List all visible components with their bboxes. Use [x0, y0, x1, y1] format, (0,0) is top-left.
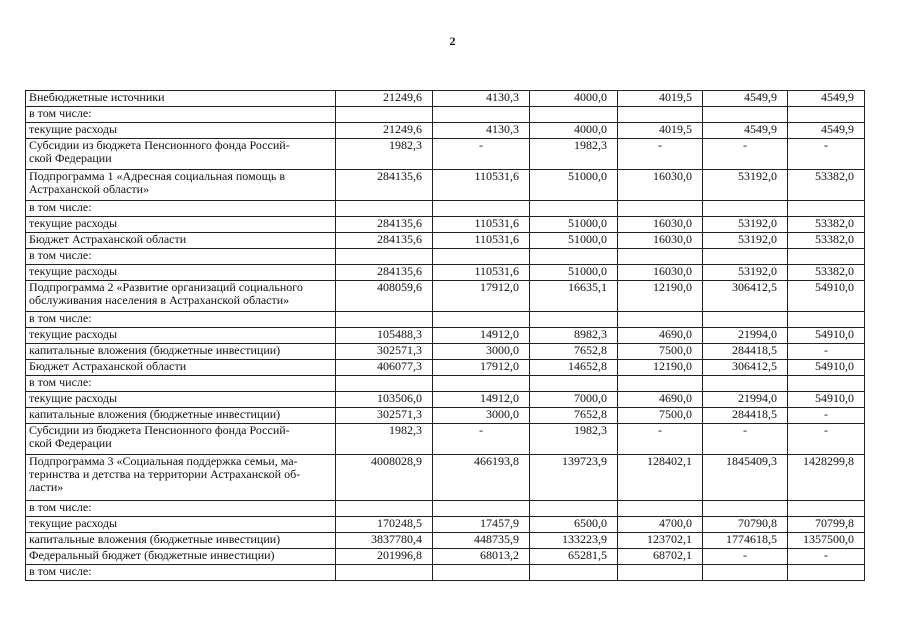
row-label: Подпрограмма 2 «Развитие организаций социального обслуживания населения в Астраханской области» — [26, 281, 336, 312]
table-row — [26, 123, 865, 139]
row-label: в том числе: — [26, 107, 336, 123]
value-cell: 53382,0 — [788, 233, 865, 249]
value-cell: 51000,0 — [530, 265, 618, 281]
budget-table — [25, 90, 865, 581]
value-cell: 4000,0 — [530, 123, 618, 139]
value-cell — [433, 565, 530, 581]
value-cell: 12190,0 — [618, 360, 703, 376]
value-cell: - — [433, 139, 530, 170]
row-label: в том числе: — [26, 201, 336, 217]
row-label: капитальные вложения (бюджетные инвестиции) — [26, 344, 336, 360]
value-cell: 54910,0 — [788, 281, 865, 312]
value-cell: 54910,0 — [788, 360, 865, 376]
table-row — [26, 91, 865, 107]
row-label: в том числе: — [26, 249, 336, 265]
value-cell — [618, 376, 703, 392]
table-row — [26, 517, 865, 533]
row-label: в том числе: — [26, 565, 336, 581]
value-cell: 1428299,8 — [788, 455, 865, 501]
value-cell: 201996,8 — [336, 549, 433, 565]
value-cell: 466193,8 — [433, 455, 530, 501]
value-cell: 110531,6 — [433, 265, 530, 281]
value-cell: 284418,5 — [703, 344, 788, 360]
value-cell: 1982,3 — [336, 139, 433, 170]
value-cell — [336, 201, 433, 217]
value-cell — [703, 501, 788, 517]
table-row — [26, 455, 865, 501]
value-cell: 54910,0 — [788, 392, 865, 408]
value-cell — [433, 376, 530, 392]
value-cell — [336, 249, 433, 265]
row-label: текущие расходы — [26, 392, 336, 408]
value-cell: 123702,1 — [618, 533, 703, 549]
value-cell: 7500,0 — [618, 344, 703, 360]
table-row — [26, 376, 865, 392]
value-cell: 3000,0 — [433, 344, 530, 360]
value-cell: 3837780,4 — [336, 533, 433, 549]
value-cell: 4690,0 — [618, 328, 703, 344]
value-cell: 21994,0 — [703, 328, 788, 344]
row-label: Бюджет Астраханской области — [26, 360, 336, 376]
value-cell: 1982,3 — [336, 424, 433, 455]
value-cell: 4130,3 — [433, 91, 530, 107]
table-row — [26, 549, 865, 565]
value-cell: 3000,0 — [433, 408, 530, 424]
value-cell — [703, 312, 788, 328]
row-label: Подпрограмма 1 «Адресная социальная помощь в Астраханской области» — [26, 170, 336, 201]
value-cell: 12190,0 — [618, 281, 703, 312]
value-cell: - — [788, 408, 865, 424]
value-cell — [530, 565, 618, 581]
table-row — [26, 565, 865, 581]
value-cell — [530, 312, 618, 328]
row-label: капитальные вложения (бюджетные инвестиции) — [26, 408, 336, 424]
value-cell: 4690,0 — [618, 392, 703, 408]
value-cell: 4019,5 — [618, 123, 703, 139]
value-cell: 306412,5 — [703, 360, 788, 376]
value-cell: - — [788, 344, 865, 360]
value-cell — [618, 312, 703, 328]
value-cell — [433, 201, 530, 217]
value-cell: 65281,5 — [530, 549, 618, 565]
value-cell — [336, 565, 433, 581]
value-cell: 21249,6 — [336, 91, 433, 107]
value-cell: 4700,0 — [618, 517, 703, 533]
value-cell — [703, 107, 788, 123]
table-row — [26, 501, 865, 517]
row-label: Бюджет Астраханской области — [26, 233, 336, 249]
value-cell: 128402,1 — [618, 455, 703, 501]
value-cell: 408059,6 — [336, 281, 433, 312]
value-cell: 14912,0 — [433, 392, 530, 408]
value-cell: - — [788, 424, 865, 455]
table-row — [26, 424, 865, 455]
value-cell: 21249,6 — [336, 123, 433, 139]
value-cell: 4549,9 — [788, 123, 865, 139]
page-number: 2 — [449, 34, 456, 48]
row-label: в том числе: — [26, 376, 336, 392]
value-cell: 284135,6 — [336, 265, 433, 281]
value-cell: 1982,3 — [530, 424, 618, 455]
value-cell — [618, 249, 703, 265]
table-row — [26, 344, 865, 360]
value-cell: 103506,0 — [336, 392, 433, 408]
table-row — [26, 170, 865, 201]
value-cell: 1982,3 — [530, 139, 618, 170]
value-cell: 7652,8 — [530, 344, 618, 360]
table-row — [26, 408, 865, 424]
value-cell: 284418,5 — [703, 408, 788, 424]
value-cell — [788, 501, 865, 517]
value-cell: 7500,0 — [618, 408, 703, 424]
value-cell — [336, 376, 433, 392]
value-cell: 16030,0 — [618, 233, 703, 249]
value-cell: 70790,8 — [703, 517, 788, 533]
value-cell: - — [788, 549, 865, 565]
value-cell: 406077,3 — [336, 360, 433, 376]
value-cell — [788, 201, 865, 217]
row-label: Внебюджетные источники — [26, 91, 336, 107]
value-cell: 17912,0 — [433, 281, 530, 312]
value-cell: 53192,0 — [703, 265, 788, 281]
value-cell: 110531,6 — [433, 217, 530, 233]
value-cell — [530, 501, 618, 517]
value-cell: 14912,0 — [433, 328, 530, 344]
value-cell: - — [703, 424, 788, 455]
value-cell: 448735,9 — [433, 533, 530, 549]
value-cell — [788, 376, 865, 392]
value-cell: 68013,2 — [433, 549, 530, 565]
value-cell: 51000,0 — [530, 217, 618, 233]
value-cell — [530, 376, 618, 392]
value-cell: 16030,0 — [618, 217, 703, 233]
value-cell: 302571,3 — [336, 408, 433, 424]
value-cell — [703, 376, 788, 392]
value-cell: 21994,0 — [703, 392, 788, 408]
value-cell — [788, 312, 865, 328]
table-row — [26, 201, 865, 217]
table-row — [26, 217, 865, 233]
value-cell: 53382,0 — [788, 217, 865, 233]
value-cell: 6500,0 — [530, 517, 618, 533]
value-cell: 306412,5 — [703, 281, 788, 312]
value-cell — [433, 312, 530, 328]
row-label: Субсидии из бюджета Пенсионного фонда Россий- ской Федерации — [26, 139, 336, 170]
value-cell — [788, 107, 865, 123]
row-label: Федеральный бюджет (бюджетные инвестиции) — [26, 549, 336, 565]
value-cell — [336, 501, 433, 517]
table-row — [26, 281, 865, 312]
value-cell: 17912,0 — [433, 360, 530, 376]
row-label: капитальные вложения (бюджетные инвестиции) — [26, 533, 336, 549]
table-row — [26, 265, 865, 281]
value-cell — [433, 107, 530, 123]
value-cell — [618, 107, 703, 123]
value-cell: 4130,3 — [433, 123, 530, 139]
value-cell: - — [788, 139, 865, 170]
table-row — [26, 533, 865, 549]
value-cell: 284135,6 — [336, 217, 433, 233]
value-cell: 105488,3 — [336, 328, 433, 344]
value-cell: 54910,0 — [788, 328, 865, 344]
value-cell: 51000,0 — [530, 170, 618, 201]
value-cell: 1774618,5 — [703, 533, 788, 549]
value-cell: 1357500,0 — [788, 533, 865, 549]
value-cell — [788, 249, 865, 265]
value-cell: 8982,3 — [530, 328, 618, 344]
value-cell: 16030,0 — [618, 170, 703, 201]
value-cell: 53192,0 — [703, 217, 788, 233]
value-cell — [618, 201, 703, 217]
value-cell — [433, 501, 530, 517]
table-row — [26, 392, 865, 408]
value-cell — [530, 249, 618, 265]
value-cell: 53382,0 — [788, 170, 865, 201]
value-cell — [530, 107, 618, 123]
value-cell: 14652,8 — [530, 360, 618, 376]
value-cell: 53382,0 — [788, 265, 865, 281]
value-cell — [703, 249, 788, 265]
value-cell: 4549,9 — [788, 91, 865, 107]
value-cell: 110531,6 — [433, 170, 530, 201]
table-row — [26, 107, 865, 123]
row-label: текущие расходы — [26, 517, 336, 533]
value-cell — [703, 565, 788, 581]
value-cell: - — [433, 424, 530, 455]
value-cell: 133223,9 — [530, 533, 618, 549]
value-cell: 4019,5 — [618, 91, 703, 107]
value-cell: - — [703, 139, 788, 170]
value-cell: 53192,0 — [703, 233, 788, 249]
value-cell: 51000,0 — [530, 233, 618, 249]
row-label: Субсидии из бюджета Пенсионного фонда Россий- ской Федерации — [26, 424, 336, 455]
value-cell — [530, 201, 618, 217]
value-cell: - — [618, 424, 703, 455]
value-cell: 17457,9 — [433, 517, 530, 533]
table-row — [26, 233, 865, 249]
value-cell: 7000,0 — [530, 392, 618, 408]
table-row — [26, 328, 865, 344]
value-cell: - — [618, 139, 703, 170]
value-cell — [336, 312, 433, 328]
value-cell: 4549,9 — [703, 91, 788, 107]
row-label: текущие расходы — [26, 217, 336, 233]
value-cell: 110531,6 — [433, 233, 530, 249]
value-cell — [618, 501, 703, 517]
row-label: Подпрограмма 3 «Социальная поддержка семьи, ма- теринства и детства на территории Астраханской об- ласти» — [26, 455, 336, 501]
row-label: текущие расходы — [26, 265, 336, 281]
value-cell: 4000,0 — [530, 91, 618, 107]
value-cell: 1845409,3 — [703, 455, 788, 501]
value-cell: 4008028,9 — [336, 455, 433, 501]
row-label: текущие расходы — [26, 328, 336, 344]
value-cell: 170248,5 — [336, 517, 433, 533]
value-cell: 4549,9 — [703, 123, 788, 139]
value-cell: 68702,1 — [618, 549, 703, 565]
table-row — [26, 312, 865, 328]
value-cell: 7652,8 — [530, 408, 618, 424]
value-cell: 284135,6 — [336, 233, 433, 249]
value-cell — [703, 201, 788, 217]
value-cell: 302571,3 — [336, 344, 433, 360]
value-cell: 284135,6 — [336, 170, 433, 201]
table-row — [26, 139, 865, 170]
value-cell: 53192,0 — [703, 170, 788, 201]
table-row — [26, 249, 865, 265]
value-cell: 16635,1 — [530, 281, 618, 312]
value-cell — [618, 565, 703, 581]
value-cell — [788, 565, 865, 581]
table-row — [26, 360, 865, 376]
value-cell — [433, 249, 530, 265]
value-cell: - — [703, 549, 788, 565]
row-label: в том числе: — [26, 501, 336, 517]
value-cell: 139723,9 — [530, 455, 618, 501]
value-cell: 16030,0 — [618, 265, 703, 281]
value-cell — [336, 107, 433, 123]
row-label: в том числе: — [26, 312, 336, 328]
row-label: текущие расходы — [26, 123, 336, 139]
value-cell: 70799,8 — [788, 517, 865, 533]
